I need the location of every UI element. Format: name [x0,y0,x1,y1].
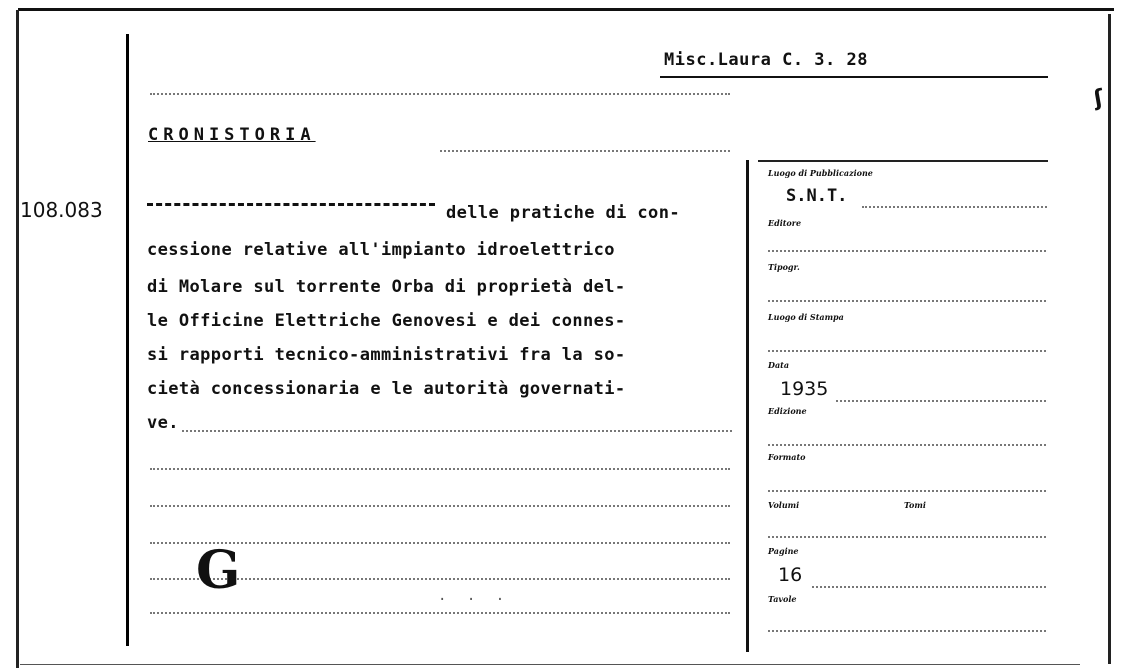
ruled-line [150,612,730,614]
ruled-line [440,150,730,152]
form-panel-top [758,160,1048,162]
label-data: Data [768,360,789,370]
ruled-line [150,505,730,507]
label-formato: Formato [768,452,806,462]
label-tomi: Tomi [904,500,926,510]
ruled-line [150,93,730,95]
label-editore: Editore [768,218,802,228]
shelfmark-rule [660,76,1048,78]
label-edizione: Edizione [768,406,807,416]
body-line-2: cessione relative all'impianto idroelettrico [147,240,615,260]
card-border-top [18,8,1114,11]
value-luogo-pubblicazione: S.N.T. [786,186,848,206]
label-tipografia: Tipogr. [768,262,800,272]
form-panel-border [746,160,749,652]
ruled-line [150,468,730,470]
form-line [768,490,1046,492]
form-line [768,350,1046,352]
form-line [836,400,1046,402]
body-line-6: cietà concessionaria e le autorità governati- [147,379,626,399]
form-line [768,300,1046,302]
shelfmark: Misc.Laura C. 3. 28 [664,50,868,70]
label-tavole: Tavole [768,594,797,604]
form-line [862,206,1047,208]
label-luogo-pubblicazione: Luogo di Pubblicazione [768,168,873,178]
initial-letter: G [196,540,241,601]
form-line [768,250,1046,252]
card-border-left [16,10,19,668]
body-line-1: delle pratiche di con- [446,203,680,223]
body-line-4: le Officine Elettriche Genovesi e dei connes- [147,311,626,331]
body-line-5: si rapporti tecnico-amministrativi fra la so- [147,345,626,365]
body-line-3: di Molare sul torrente Orba di proprietà del- [147,277,626,297]
card-title: CRONISTORIA [148,125,316,145]
ruled-line [182,430,732,432]
label-luogo-stampa: Luogo di Stampa [768,312,844,322]
body-line-7: ve. [147,413,179,433]
label-pagine: Pagine [768,546,799,556]
bottom-mark: · · · [438,592,511,608]
card-border-right [1108,14,1111,664]
side-number: 108.083 [20,198,103,222]
card-border-bottom [20,664,1080,665]
value-pagine: 16 [778,564,803,586]
blank-dash [147,203,435,206]
form-line [812,586,1046,588]
value-data: 1935 [780,378,829,400]
form-line [768,536,1046,538]
edge-mark: ʃ [1091,85,1106,112]
form-line [768,444,1046,446]
form-line [768,630,1046,632]
label-volumi: Volumi [768,500,800,510]
margin-rule [126,34,129,646]
